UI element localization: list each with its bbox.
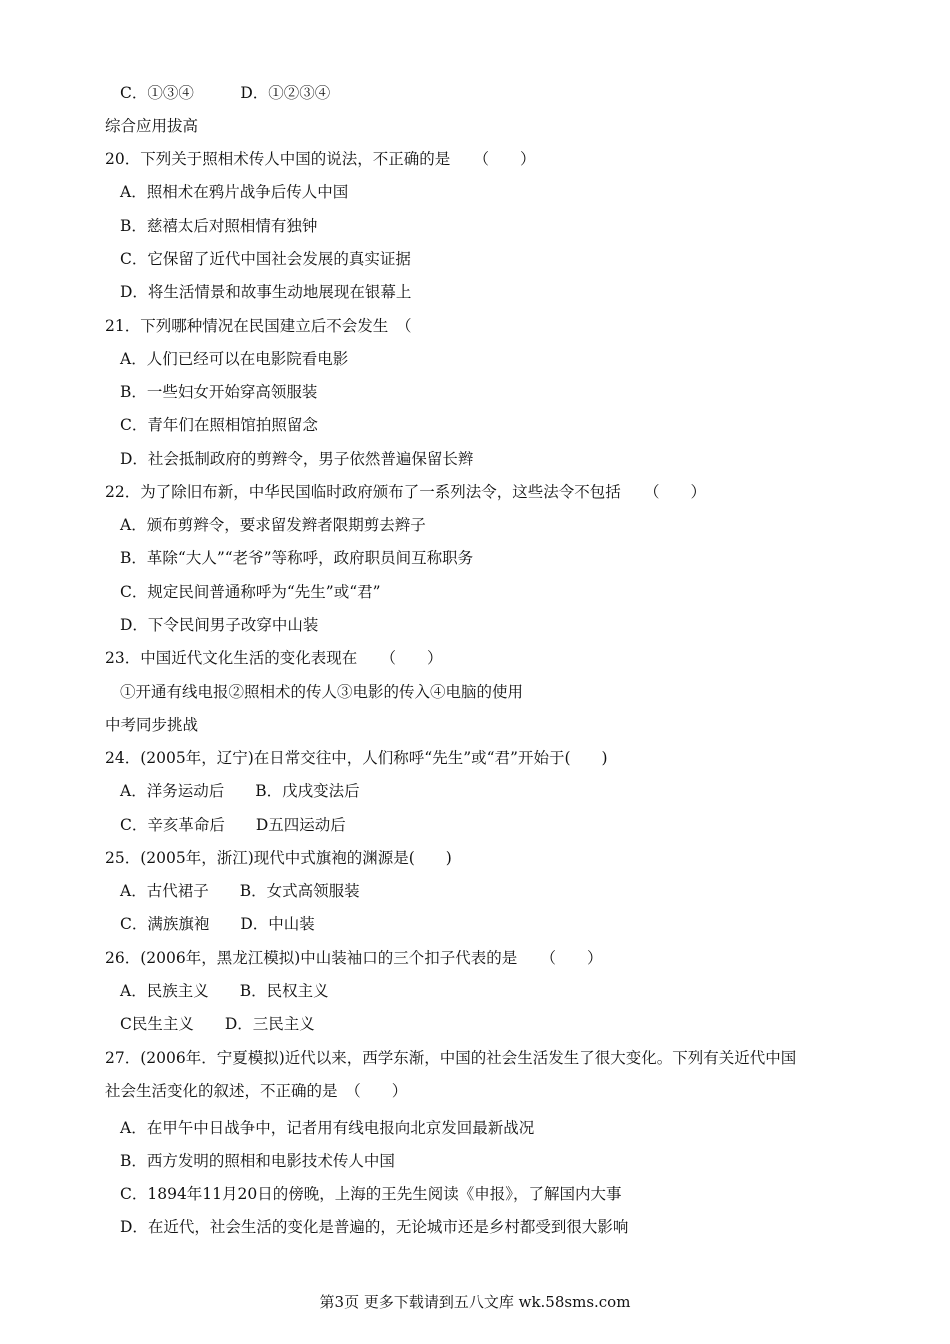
question-21-option-a: A．人们已经可以在电影院看电影 [120, 350, 349, 368]
question-20: 20．下列关于照相术传人中国的说法，不正确的是 （ ） [105, 150, 536, 168]
question-27-option-b: B．西方发明的照相和电影技术传人中国 [120, 1152, 395, 1170]
section-heading-exam-challenge: 中考同步挑战 [105, 716, 199, 734]
question-24-options-ab: A．洋务运动后 B．戊戌变法后 [120, 782, 360, 800]
question-27: 27．(2006年．宁夏模拟)近代以来，西学东渐，中国的社会生活发生了很大变化。下列有关近代中国 [105, 1049, 797, 1067]
question-23-items: ①开通有线电报②照相术的传人③电影的传入④电脑的使用 [120, 683, 524, 701]
question-21-option-b: B．一些妇女开始穿高领服装 [120, 383, 318, 401]
page-footer: 第3页 更多下载请到五八文库 wk.58sms.com [319, 1293, 631, 1311]
question-22-option-b: B．革除“大人”“老爷”等称呼，政府职员间互称职务 [120, 549, 474, 567]
question-22-option-d: D．下令民间男子改穿中山装 [120, 616, 319, 634]
question-21: 21．下列哪种情况在民国建立后不会发生 （ [105, 317, 412, 335]
question-21-option-c: C．青年们在照相馆拍照留念 [120, 416, 318, 434]
question-22-option-c: C．规定民间普通称呼为“先生”或“君” [120, 583, 381, 601]
question-27-continued: 社会生活变化的叙述，不正确的是 （ ） [105, 1082, 408, 1100]
question-26-options-cd: C民生主义 D．三民主义 [120, 1015, 315, 1033]
question-19-options-cd: C．①③④ D．①②③④ [120, 84, 331, 102]
question-27-option-c: C．1894年11月20日的傍晚，上海的王先生阅读《申报》，了解国内大事 [120, 1185, 622, 1203]
question-20-option-c: C．它保留了近代中国社会发展的真实证据 [120, 250, 411, 268]
question-24-options-cd: C．辛亥革命后 D五四运动后 [120, 816, 346, 834]
question-20-option-d: D．将生活情景和故事生动地展现在银幕上 [120, 283, 412, 301]
question-23: 23．中国近代文化生活的变化表现在 （ ） [105, 649, 443, 667]
question-20-option-b: B．慈禧太后对照相情有独钟 [120, 217, 318, 235]
question-25-options-ab: A．古代裙子 B．女式高领服装 [120, 882, 360, 900]
question-26: 26．(2006年，黑龙江模拟)中山装袖口的三个扣子代表的是 （ ） [105, 949, 603, 967]
question-22: 22．为了除旧布新，中华民国临时政府颁布了一系列法令，这些法令不包括 （ ） [105, 483, 706, 501]
question-22-option-a: A．颁布剪辫令，要求留发辫者限期剪去辫子 [120, 516, 426, 534]
question-27-option-a: A．在甲午中日战争中，记者用有线电报向北京发回最新战况 [120, 1119, 535, 1137]
question-20-option-a: A．照相术在鸦片战争后传人中国 [120, 183, 349, 201]
section-heading-comprehensive: 综合应用拔高 [105, 117, 199, 135]
question-25: 25．(2005年，浙江)现代中式旗袍的渊源是( ) [105, 849, 452, 867]
question-27-option-d: D．在近代，社会生活的变化是普遍的，无论城市还是乡村都受到很大影响 [120, 1218, 629, 1236]
question-24: 24．(2005年，辽宁)在日常交往中，人们称呼“先生”或“君”开始于( ) [105, 749, 608, 767]
question-26-options-ab: A．民族主义 B．民权主义 [120, 982, 329, 1000]
question-21-option-d: D．社会抵制政府的剪辫令，男子依然普遍保留长辫 [120, 450, 474, 468]
question-25-options-cd: C．满族旗袍 D．中山装 [120, 915, 315, 933]
